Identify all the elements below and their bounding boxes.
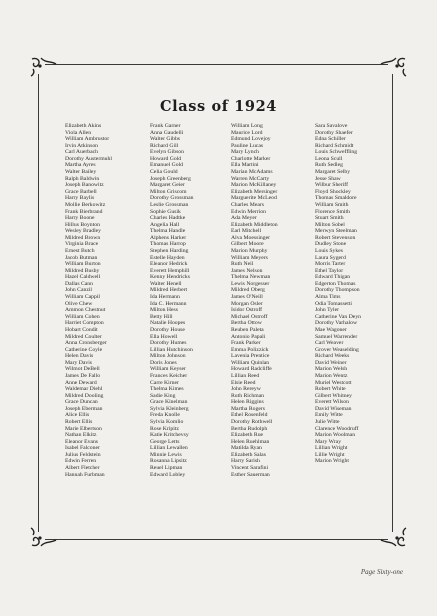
student-name: Everett Wilson <box>315 399 349 406</box>
student-name: Laura Sygerd <box>315 254 346 261</box>
student-name: Mildred Herbert <box>150 287 188 294</box>
student-name: Grover Weaselding <box>315 346 359 353</box>
student-name: Hazel Caldwell <box>65 274 101 281</box>
student-name: Elizabeth Akins <box>65 123 102 129</box>
student-name: Esther Sauerman <box>231 471 270 478</box>
student-name: Edna Schiller <box>315 136 346 143</box>
student-name: Edward Thigan <box>315 274 351 281</box>
student-name: William Cohen <box>65 313 100 320</box>
student-name: Julie Witte <box>315 419 340 426</box>
student-name: Emma Polizzick <box>231 346 269 353</box>
roster-column-1 <box>65 123 147 478</box>
student-name: Edward Lobley <box>150 471 186 478</box>
student-name: Odia Tomassetti <box>315 300 352 307</box>
student-name: William Long <box>231 123 263 129</box>
student-name: Mary Lynch <box>231 149 259 156</box>
student-name: Carl Auerbach <box>65 149 99 156</box>
student-name: Katie Kritchevsy <box>150 432 189 439</box>
student-name: Ernest Butch <box>65 247 95 254</box>
student-name: Edwin Merrion <box>231 208 266 215</box>
student-name: Natalie Hoopes <box>150 320 186 327</box>
student-name: Charles Hadtke <box>150 215 186 222</box>
student-name: Harry Sarish <box>231 458 260 465</box>
student-name: Mildred Coulter <box>65 333 102 340</box>
student-name: Lillie Wright <box>315 451 345 458</box>
student-name: Lillian Lewallen <box>150 445 188 452</box>
student-name: William Cappil <box>65 294 100 301</box>
student-name: Sophie Gusik <box>150 208 181 215</box>
student-name: Jacob Butman <box>65 254 98 261</box>
student-name: Helen Davis <box>65 353 94 360</box>
student-name: George Letts <box>150 438 180 445</box>
student-name: Richard Schmidt <box>315 142 354 149</box>
student-name: Sylvia Kleinberg <box>150 405 189 412</box>
student-name: Eleanor Hedrick <box>150 261 188 268</box>
student-name: Warren McCarty <box>231 175 270 182</box>
student-name: Helen Ruehlman <box>231 438 270 445</box>
student-name: Milton Johnson <box>150 353 186 360</box>
page-number: Page Sixty-one <box>360 568 403 576</box>
student-name: Howard Radcliffe <box>231 366 272 373</box>
student-name: Emily Witte <box>315 412 343 419</box>
student-name: Richard Weeks <box>315 353 350 360</box>
student-name: William Quinlan <box>231 359 270 366</box>
student-name: Wilmot DeBell <box>65 366 100 373</box>
student-name: Marion Woolman <box>315 432 356 439</box>
student-name: Isabel Falconer <box>65 445 100 452</box>
student-name: Ruth Neil <box>231 261 254 268</box>
student-name: Eleanor Evans <box>65 438 99 445</box>
student-name: Sadie King <box>150 392 176 399</box>
student-name: Wilbur Sheriff <box>315 182 348 189</box>
student-name: Anna Gaudelli <box>150 129 184 136</box>
student-name: Milton Sobel <box>315 221 345 228</box>
student-name: Bertha Rudolph <box>231 425 268 432</box>
student-name: Walter Gibbs <box>150 136 181 143</box>
student-name: Jesse Shaw <box>315 175 341 182</box>
student-name: Robert White <box>315 386 346 393</box>
student-name: Thomas Harrop <box>150 241 186 248</box>
student-name: Earl Mitchell <box>231 228 262 235</box>
student-name: Marie Elbertson <box>65 425 102 432</box>
roster-column-2 <box>150 123 232 478</box>
student-name: Ida C. Hermann <box>150 300 187 307</box>
student-name: Elsie Reed <box>231 379 256 386</box>
student-name: Dudley Stone <box>315 241 347 248</box>
frame-bottom-rule <box>45 539 388 540</box>
student-name: Milton Griscom <box>150 188 187 195</box>
student-name: Marguerite McLeod <box>231 195 277 202</box>
student-name: Virginia Brace <box>65 241 99 248</box>
student-name: Marion Welsh <box>315 366 348 373</box>
student-name: Waldemar Diehl <box>65 386 103 393</box>
student-name: Dorothy House <box>150 326 185 333</box>
student-name: Thomas Smaldore <box>315 195 357 202</box>
student-name: Rosanna Lipsitz <box>150 458 187 465</box>
student-name: Alphens Harker <box>150 234 187 241</box>
student-name: Clarence Woodruff <box>315 425 359 432</box>
student-name: Thelma Handle <box>150 228 186 235</box>
corner-ornament-top-left <box>29 55 59 77</box>
student-name: James De Fallo <box>65 372 101 379</box>
student-name: Joseph Banowitz <box>65 182 104 189</box>
student-name: Frank Garner <box>150 123 181 129</box>
student-name: David Wiseman <box>315 405 352 412</box>
student-name: Everett Hemphill <box>150 267 190 274</box>
roster-column-4 <box>315 123 397 465</box>
student-name: Mae Wagoner <box>315 326 347 333</box>
student-name: Grace Barbell <box>65 188 97 195</box>
student-name: Walter Henell <box>150 280 182 287</box>
student-name: Harriet Compton <box>65 320 104 327</box>
student-name: Marion McKillaney <box>231 182 277 189</box>
student-name: Marion Wentz <box>315 372 348 379</box>
student-name: Mildred Busby <box>65 267 100 274</box>
student-name: Louis Schweffling <box>315 149 358 156</box>
student-name: Dallas Cann <box>65 280 93 287</box>
student-name: William Meyers <box>231 254 268 261</box>
student-name: Harry Boone <box>65 215 95 222</box>
student-name: Marion Murphy <box>231 247 268 254</box>
student-name: Anne Deward <box>65 379 97 386</box>
student-name: Stephen Harding <box>150 247 189 254</box>
student-name: William Burton <box>65 261 101 268</box>
student-name: Vincent Sarafini <box>231 465 269 472</box>
student-name: Sylvia Komlio <box>150 419 184 426</box>
student-name: Ammon Chestnut <box>65 307 106 314</box>
student-name: Ella Howell <box>150 333 178 340</box>
student-name: Elizabeth Rue <box>231 432 264 439</box>
student-name: Lewis Norgesser <box>231 280 270 287</box>
student-name: Ruth Richman <box>231 392 265 399</box>
student-name: Edmund Lovejoy <box>231 136 271 143</box>
student-name: Dorothy Varhalow <box>315 320 358 327</box>
student-name: Nathan Elkitz <box>65 432 97 439</box>
student-name: Helen Riggins <box>231 399 264 406</box>
page-title: Class of 1924 <box>160 98 277 115</box>
student-name: Morgan Osler <box>231 300 263 307</box>
student-name: James Nelson <box>231 267 263 274</box>
student-name: Samuel Warrender <box>315 333 358 340</box>
student-name: Evelyn Gibson <box>150 149 184 156</box>
student-name: Dorothy Shaefer <box>315 129 353 136</box>
student-name: Dorothy Thompson <box>315 287 360 294</box>
student-name: Emanuel Gold <box>150 162 184 169</box>
student-name: Mildred Oberg <box>231 287 265 294</box>
student-name: Dorothy Austermuhl <box>65 155 112 162</box>
student-name: Robert Stevenson <box>315 234 356 241</box>
frame-top-rule <box>45 64 388 65</box>
student-name: Howard Gold <box>150 155 182 162</box>
student-name: Frank Bierbrand <box>65 208 103 215</box>
student-name: Irvin Atkinson <box>65 142 99 149</box>
student-name: Margaret Geier <box>150 182 185 189</box>
student-name: Ruth Sedleg <box>315 162 343 169</box>
student-name: Estelle Hayden <box>150 254 185 261</box>
student-name: Olive Chew <box>65 300 93 307</box>
student-name: Martha Rogers <box>231 405 265 412</box>
student-name: Wesley Bradley <box>65 228 102 235</box>
student-name: Mildred Brown <box>65 234 101 241</box>
student-name: William Keyser <box>150 366 186 373</box>
student-name: Matilda Ryan <box>231 445 262 452</box>
class-roster <box>65 123 395 501</box>
student-name: Walter Bailey <box>65 169 97 176</box>
student-name: Mollie Berkowitz <box>65 201 106 208</box>
student-name: Louis Sykes <box>315 247 343 254</box>
student-name: Pauline Lucas <box>231 142 264 149</box>
student-name: Michael Ostroff <box>231 313 268 320</box>
corner-ornament-bottom-right <box>378 527 408 549</box>
student-name: Harry Baylis <box>65 195 95 202</box>
student-name: Hillus Boynton <box>65 221 100 228</box>
student-name: Maurice Lord <box>231 129 263 136</box>
student-name: Frances Keicher <box>150 372 188 379</box>
corner-ornament-top-right <box>378 55 408 77</box>
student-name: Doris Jones <box>150 359 177 366</box>
student-name: Alva Moessinger <box>231 234 271 241</box>
student-name: Frank Parker <box>231 340 261 347</box>
student-name: Florence Smith <box>315 208 350 215</box>
student-name: Lillian Hutchinson <box>150 346 193 353</box>
student-name: Charlotte Marker <box>231 155 271 162</box>
student-name: Joseph Greenberg <box>150 175 191 182</box>
student-name: Angelia Hall <box>150 221 180 228</box>
student-name: Ada Meyer <box>231 215 257 222</box>
student-name: Minnie Lewis <box>150 451 182 458</box>
student-name: Ethel Rosenfeld <box>231 412 268 419</box>
student-name: Carre Kirner <box>150 379 179 386</box>
student-name: Reuben Paleta <box>231 326 264 333</box>
student-name: Elizabeth Middleton <box>231 221 278 228</box>
student-name: Thelma Kimes <box>150 386 184 393</box>
student-name: Ethel Taylor <box>315 267 344 274</box>
student-name: Milton Hess <box>150 307 178 314</box>
student-name: Mary Wray <box>315 438 342 445</box>
student-name: Merwyn Steelman <box>315 228 357 235</box>
student-name: Alice Ellis <box>65 412 90 419</box>
student-name: Hobart Condit <box>65 326 98 333</box>
student-name: Gilbert Moore <box>231 241 264 248</box>
student-name: John Tyler <box>315 307 339 314</box>
student-name: Leslie Grossman <box>150 201 189 208</box>
student-name: Morris Tarter <box>315 261 346 268</box>
student-name: Joseph Eberman <box>65 405 103 412</box>
student-name: Ella Martini <box>231 162 259 169</box>
student-name: Anna Cronsberger <box>65 340 107 347</box>
student-name: Viola Allen <box>65 129 92 136</box>
student-name: Leona Scull <box>315 155 343 162</box>
student-name: Bertha Ottow <box>231 320 262 327</box>
student-name: Ida Hermann <box>150 294 180 301</box>
student-name: Edwin Ferren <box>65 458 97 465</box>
student-name: Grace Kinelman <box>150 399 188 406</box>
student-name: Catherine Coyle <box>65 346 103 353</box>
student-name: John Canzil <box>65 287 93 294</box>
student-name: Carl Weaver <box>315 340 344 347</box>
student-name: Floyd Shockley <box>315 188 351 195</box>
student-name: Marion Wright <box>315 458 349 465</box>
student-name: Elizabeth Mersinger <box>231 188 278 195</box>
student-name: Isidor Ostroff <box>231 307 263 314</box>
roster-column-3 <box>231 123 313 478</box>
student-name: Alma Tims <box>315 294 341 301</box>
student-name: Lillian Reed <box>231 372 260 379</box>
student-name: Richard Gill <box>150 142 179 149</box>
student-name: William Smith <box>315 201 349 208</box>
student-name: Martha Ayres <box>65 162 96 169</box>
student-name: Betty Hill <box>150 313 173 320</box>
student-name: Reuel Lipman <box>150 465 183 472</box>
student-name: Dorothy Rothwell <box>231 419 273 426</box>
student-name: John Rereyw <box>231 386 261 393</box>
frame-left-rule <box>38 74 39 532</box>
student-name: Margaret Selby <box>315 169 351 176</box>
student-name: Dorothy Humes <box>150 340 187 347</box>
student-name: Julius Feldstein <box>65 451 101 458</box>
student-name: Mildred Dooling <box>65 392 104 399</box>
student-name: Sara Savalove <box>315 123 348 129</box>
student-name: William Ambrustor <box>65 136 110 143</box>
student-name: Marian McAdams <box>231 169 273 176</box>
student-name: Freda Knolle <box>150 412 180 419</box>
corner-ornament-bottom-left <box>29 527 59 549</box>
student-name: Antonio Papali <box>231 333 266 340</box>
student-name: Albert Fletcher <box>65 465 100 472</box>
student-name: Muriel Westcott <box>315 379 352 386</box>
student-name: Lavenia Prentice <box>231 353 270 360</box>
student-name: Celia Gould <box>150 169 178 176</box>
student-name: Stuart Smith <box>315 215 344 222</box>
student-name: Elizabeth Salas <box>231 451 266 458</box>
student-name: Catherine Van Deyn <box>315 313 362 320</box>
student-name: James O'Neill <box>231 294 263 301</box>
student-name: Gilbert Whitney <box>315 392 353 399</box>
student-name: Kenny Hendricks <box>150 274 190 281</box>
student-name: Lillian Wright <box>315 445 348 452</box>
student-name: Dorothy Grossman <box>150 195 194 202</box>
student-name: Robert Ellis <box>65 419 93 426</box>
student-name: Edgerton Thomas <box>315 280 356 287</box>
student-name: Grace Duncan <box>65 399 98 406</box>
student-name: Rose Kripitz <box>150 425 179 432</box>
student-name: Charles Mears <box>231 201 265 208</box>
student-name: Hannah Furbman <box>65 471 105 478</box>
student-name: Thelma Newman <box>231 274 271 281</box>
student-name: David Weiner <box>315 359 347 366</box>
student-name: Ralph Baldwin <box>65 175 100 182</box>
student-name: Mary Davis <box>65 359 93 366</box>
